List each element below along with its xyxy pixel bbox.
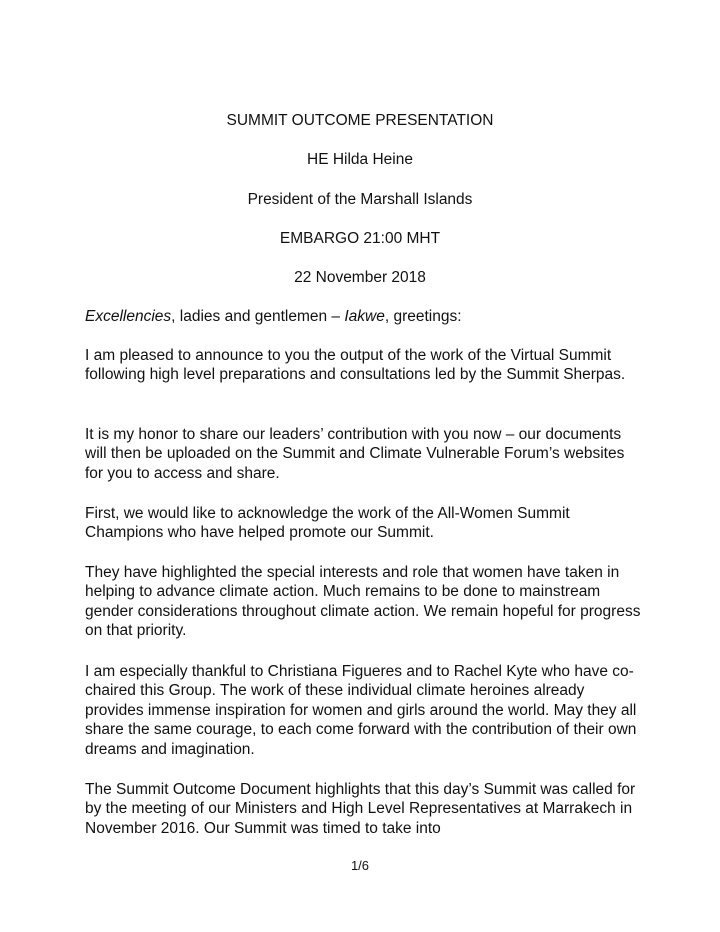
paragraph-text: First, we would like to acknowledge the work of the All-Women Summit Champions who have helped promote our Summit.: [85, 505, 570, 542]
paragraph-2: [85, 425, 645, 483]
paragraph-5: [85, 662, 645, 759]
paragraph-text: They have highlighted the special interests and role that women have taken in helping to advance climate action. Much remains to be done to mainstream gender considerations throughout climate action. We remain hopeful for progress on that priority.: [85, 564, 641, 640]
paragraph-4: [85, 563, 645, 641]
paragraph-text: I am especially thankful to Christiana Figueres and to Rachel Kyte who have co-chaired this Group. The work of these individual climate heroines already provides immense inspiration for women and girls around the world. May they all share the same courage, to each come forward with the contribution of their own dreams and imagination.: [85, 663, 637, 758]
paragraph-text: The Summit Outcome Document highlights that this day’s Summit was called for by the meeting of our Ministers and High Level Representatives at Marrakech in November 2016. Our Summit was timed to take into: [85, 781, 636, 837]
paragraph-6: [85, 780, 645, 838]
document-date: 22 November 2018: [294, 269, 426, 286]
paragraph-text: I am pleased to announce to you the output of the work of the Virtual Summit following high level preparations and consultations led by the Summit Sherpas.: [85, 347, 626, 384]
paragraph-1: [85, 346, 645, 385]
paragraph-3: [85, 504, 645, 543]
speaker-role: President of the Marshall Islands: [247, 191, 473, 208]
greeting-end: , greetings:: [384, 308, 462, 325]
embargo-notice: EMBARGO 21:00 MHT: [279, 230, 441, 247]
speaker-name: HE Hilda Heine: [307, 151, 413, 168]
greeting-line: [85, 307, 645, 326]
paragraph-text: It is my honor to share our leaders’ contribution with you now – our documents will then be uploaded on the Summit and Climate Vulnerable Forum’s websites for you to access and share.: [85, 426, 625, 482]
greeting-iakwe: Iakwe: [344, 308, 385, 325]
greeting-middle: , ladies and gentlemen –: [171, 308, 345, 325]
greeting-excellencies: Excellencies: [85, 308, 172, 325]
page-number: 1/6: [350, 858, 370, 873]
document-title: SUMMIT OUTCOME PRESENTATION: [226, 112, 494, 129]
